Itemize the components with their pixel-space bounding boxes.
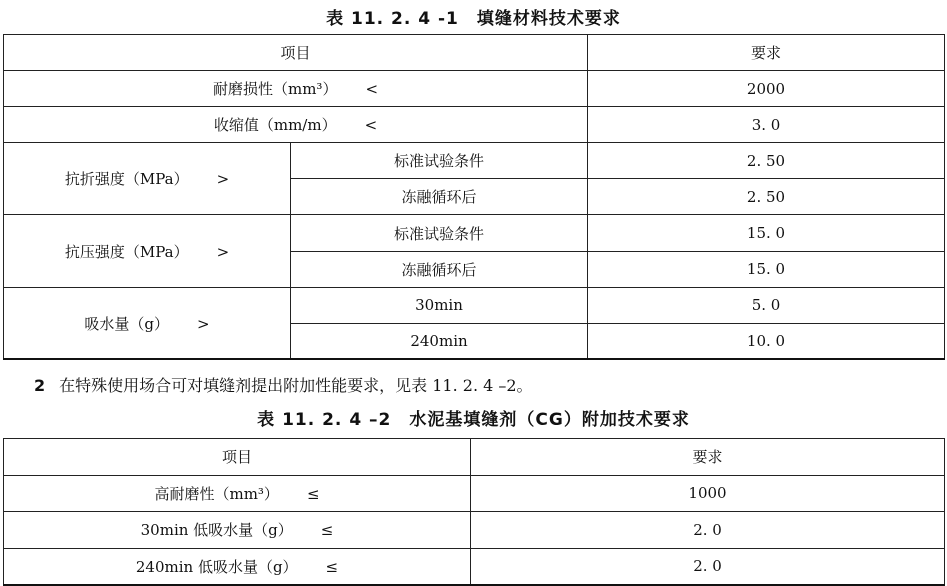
row-value: 3. 0 — [588, 107, 945, 143]
group-label: 抗压强度（MPa） > — [4, 215, 291, 287]
header-item: 项目 — [4, 439, 471, 476]
row-value: 15. 0 — [588, 215, 945, 251]
sub-label: 标准试验条件 — [291, 143, 588, 179]
table-row — [4, 215, 945, 251]
table-header-row — [4, 439, 945, 476]
table-row — [4, 548, 945, 585]
table-row — [4, 475, 945, 512]
note-text: 在特殊使用场合可对填缝剂提出附加性能要求，见表 11. 2. 4 –2。 — [59, 376, 533, 395]
table-header-row — [4, 35, 945, 71]
row-label: 高耐磨性（mm³） ≤ — [4, 475, 471, 512]
row-label: 耐磨损性（mm³） < — [4, 71, 588, 107]
row-label: 240min 低吸水量（g） ≤ — [4, 548, 471, 585]
header-item: 项目 — [4, 35, 588, 71]
row-value: 2. 0 — [471, 548, 945, 585]
group-label: 抗折强度（MPa） > — [4, 143, 291, 215]
material-requirements-table — [3, 34, 945, 360]
row-value: 5. 0 — [588, 287, 945, 323]
row-value: 2. 50 — [588, 143, 945, 179]
table1-title: 表 11. 2. 4 -1 填缝材料技术要求 — [326, 9, 621, 29]
sub-label: 30min — [291, 287, 588, 323]
sub-label: 冻融循环后 — [291, 251, 588, 287]
row-value: 15. 0 — [588, 251, 945, 287]
note-number: 2 — [34, 376, 46, 395]
sub-label: 240min — [291, 323, 588, 359]
sub-label: 标准试验条件 — [291, 215, 588, 251]
group-label: 吸水量（g） > — [4, 287, 291, 359]
table-row — [4, 107, 945, 143]
row-value: 2000 — [588, 71, 945, 107]
table-row — [4, 512, 945, 549]
note-paragraph — [34, 373, 533, 396]
row-value: 10. 0 — [588, 323, 945, 359]
table-row — [4, 287, 945, 323]
row-label: 收缩值（mm/m） < — [4, 107, 588, 143]
row-value: 2. 0 — [471, 512, 945, 549]
cg-additional-requirements-table — [3, 438, 945, 586]
header-requirement: 要求 — [588, 35, 945, 71]
header-requirement: 要求 — [471, 439, 945, 476]
table2-title: 表 11. 2. 4 –2 水泥基填缝剂（CG）附加技术要求 — [257, 410, 690, 430]
table-row — [4, 71, 945, 107]
row-value: 1000 — [471, 475, 945, 512]
row-label: 30min 低吸水量（g） ≤ — [4, 512, 471, 549]
sub-label: 冻融循环后 — [291, 179, 588, 215]
table-row — [4, 143, 945, 179]
row-value: 2. 50 — [588, 179, 945, 215]
